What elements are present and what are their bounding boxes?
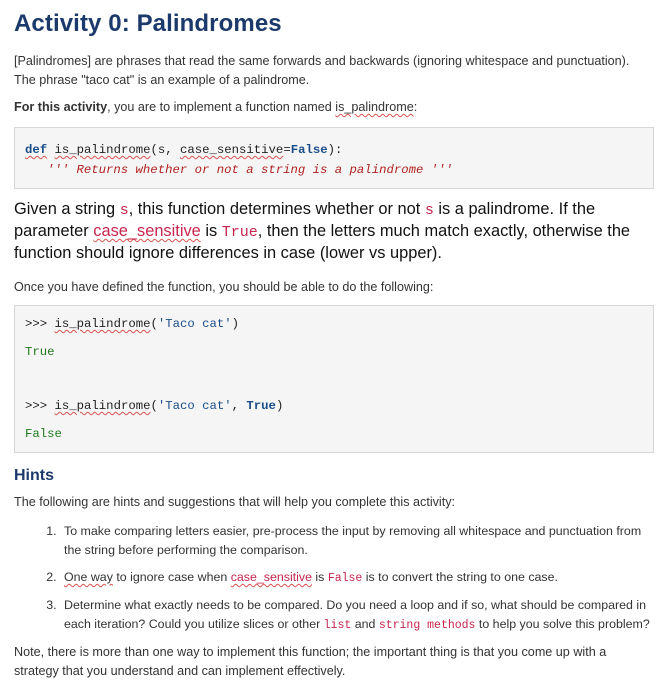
example-arg-2: 'Taco cat' — [157, 399, 232, 413]
example-func-2: is_palindrome — [54, 399, 151, 413]
code-def-line — [25, 140, 643, 160]
example-output-1: True — [25, 345, 55, 359]
example-line-1 — [25, 314, 643, 334]
task-func-name: is_palindrome — [335, 100, 414, 114]
example-spacer — [25, 362, 643, 396]
desc-text-1: Given a string — [14, 200, 120, 218]
desc-true: True — [221, 224, 258, 241]
code-param: case_sensitive — [180, 143, 284, 157]
hint-item-3 — [60, 596, 654, 635]
desc-param: case_sensitive — [93, 222, 201, 240]
page-title: Activity 0: Palindromes — [14, 10, 282, 37]
desc-s-1: s — [119, 202, 129, 219]
task-bold: For this activity — [14, 100, 108, 114]
desc-text-3: is a palindrome. If the parameter — [14, 200, 596, 240]
code-docstring: ''' Returns whether or not a string is a palindrome ''' — [47, 163, 453, 177]
hint-item-1: 1. To make comparing letters easier, pre-process the input by removing all whitespace and punctuation from the string before performing the comparison. — [60, 522, 654, 560]
desc-text-2: , this function determines whether or not — [128, 200, 425, 218]
example-close-2: ) — [275, 399, 284, 413]
code-func-name: is_palindrome — [54, 143, 151, 157]
hint3-text-a: Determine what exactly needs to be compared. Do you need a loop and if so, what should be compared in each iteration? Could you utilize slices or other — [64, 598, 647, 631]
desc-s-2: s — [424, 202, 434, 219]
example-func-1: is_palindrome — [54, 317, 151, 331]
prompt-2: >>> — [25, 399, 55, 413]
once-paragraph: Once you have defined the function, you should be able to do the following: — [14, 280, 434, 294]
code-default: False — [290, 143, 328, 157]
hint2-false: False — [327, 572, 363, 585]
task-colon: : — [413, 100, 418, 114]
hint2-text-d: is to convert the string to one case. — [362, 570, 558, 584]
hints-intro: The following are hints and suggestions that will help you complete this activity: — [14, 495, 456, 509]
hint2-one-way: One way — [64, 570, 113, 584]
hint-item-2 — [60, 568, 654, 588]
example-close-1: ) — [231, 317, 240, 331]
hints-list — [14, 522, 654, 635]
example-arg2-true: True — [246, 399, 276, 413]
intro-paragraph: [Palindromes] are phrases that read the same forwards and backwards (ignoring whitespace and punctuation). The phrase "taco cat" is an example of a palindrome. — [14, 54, 630, 87]
task-paragraph — [14, 98, 654, 117]
function-signature-code — [14, 127, 654, 189]
prompt-1: >>> — [25, 317, 55, 331]
example-code — [14, 305, 654, 453]
code-def-keyword: def — [25, 143, 48, 157]
example-comma: , — [231, 399, 247, 413]
description-paragraph — [14, 199, 654, 264]
hint2-text-c: is — [311, 570, 328, 584]
task-text: , you are to implement a function named — [107, 100, 336, 114]
note-paragraph: Note, there is more than one way to implement this function; the important thing is that you come up with a strategy that you understand and can implement effectively. — [14, 645, 607, 678]
code-open: (s, — [150, 143, 180, 157]
example-arg-1: 'Taco cat' — [157, 317, 232, 331]
example-open-2: ( — [150, 399, 158, 413]
example-line-2 — [25, 396, 643, 416]
code-close: ): — [327, 143, 343, 157]
hint2-param: case_sensitive — [230, 570, 312, 584]
hints-heading: Hints — [14, 467, 54, 484]
desc-text-5: , then the letters much match exactly, otherwise the function should ignore differences in case (lower vs upper). — [14, 222, 631, 262]
hint3-text-b: to help you solve this problem? — [475, 617, 650, 631]
hint3-list: list — [323, 619, 352, 632]
example-open-1: ( — [150, 317, 158, 331]
example-output-2: False — [25, 427, 62, 441]
hint2-text-b: to ignore case when — [112, 570, 231, 584]
code-eq: = — [283, 143, 291, 157]
hint3-string-methods: string methods — [378, 619, 476, 632]
hint3-and: and — [351, 617, 379, 631]
desc-text-4: is — [200, 222, 222, 240]
